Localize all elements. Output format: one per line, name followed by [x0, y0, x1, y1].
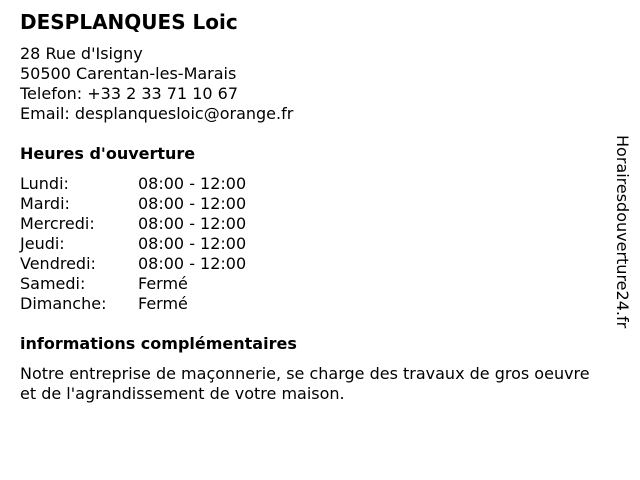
day-label: Mardi: [20, 194, 70, 213]
time-value: Fermé [138, 294, 188, 313]
hours-row-sunday [20, 294, 246, 314]
time-value: 08:00 - 12:00 [138, 234, 247, 253]
contact-block [20, 44, 293, 124]
hours-row-wednesday [20, 214, 246, 234]
day-label: Lundi: [20, 174, 69, 193]
day-label: Dimanche: [20, 294, 107, 313]
address-city: 50500 Carentan-les-Marais [20, 64, 237, 83]
additional-info-heading: informations complémentaires [20, 334, 297, 353]
phone-number: Telefon: +33 2 33 71 10 67 [20, 84, 239, 103]
time-value: 08:00 - 12:00 [138, 174, 247, 193]
day-label: Vendredi: [20, 254, 96, 273]
day-label: Samedi: [20, 274, 86, 293]
hours-row-monday [20, 174, 246, 194]
address-street: 28 Rue d'Isigny [20, 44, 143, 63]
day-label: Jeudi: [20, 234, 65, 253]
time-value: Fermé [138, 274, 188, 293]
business-name: DESPLANQUES Loic [20, 10, 238, 34]
opening-hours-heading: Heures d'ouverture [20, 144, 196, 163]
hours-row-tuesday [20, 194, 246, 214]
opening-hours-table [20, 174, 246, 314]
hours-row-friday [20, 254, 246, 274]
time-value: 08:00 - 12:00 [138, 254, 247, 273]
time-value: 08:00 - 12:00 [138, 194, 247, 213]
time-value: 08:00 - 12:00 [138, 214, 247, 233]
email-address: Email: desplanquesloic@orange.fr [20, 104, 294, 123]
business-description: Notre entreprise de maçonnerie, se charge des travaux de gros oeuvre et de l'agrandissement de votre maison. [20, 364, 590, 403]
day-label: Mercredi: [20, 214, 95, 233]
site-watermark: Horairesdouverture24.fr [613, 135, 632, 329]
hours-row-saturday [20, 274, 246, 294]
hours-row-thursday [20, 234, 246, 254]
